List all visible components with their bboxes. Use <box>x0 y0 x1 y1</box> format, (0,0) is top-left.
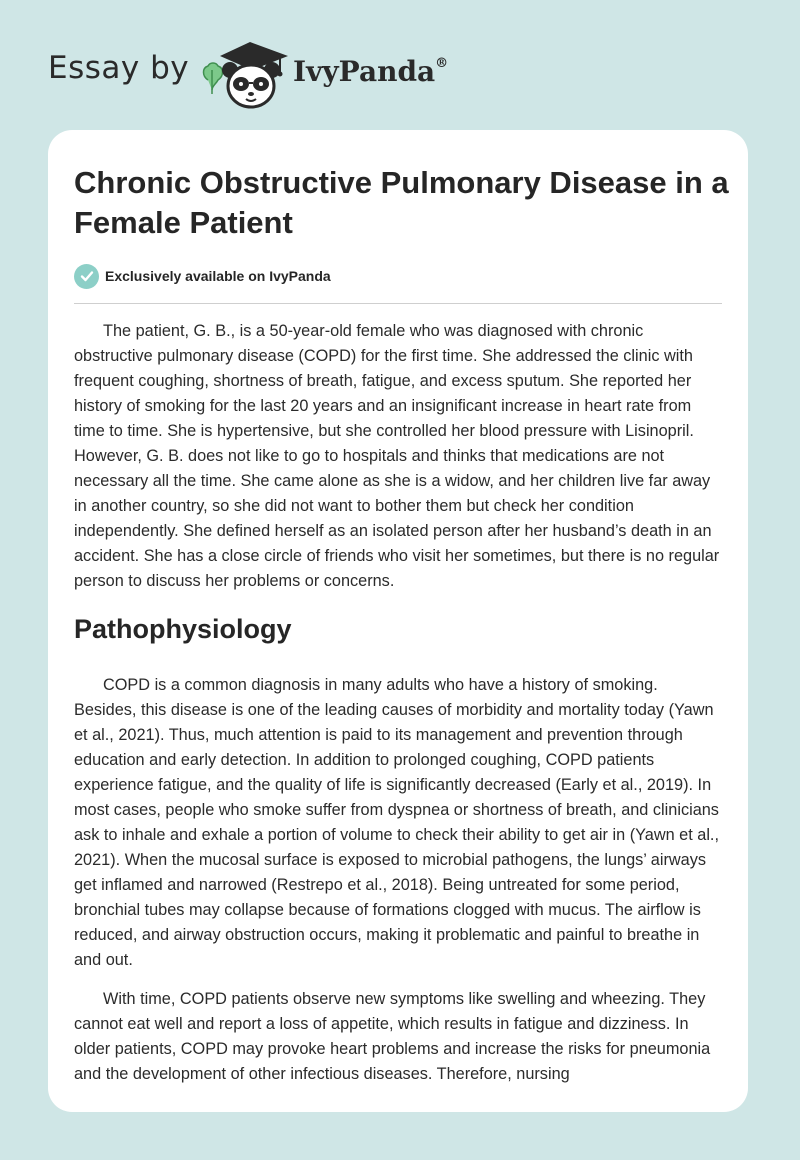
divider <box>74 303 722 304</box>
page-title: Chronic Obstructive Pulmonary Disease in a Female Patient <box>74 165 729 240</box>
registered-mark: ® <box>435 55 449 71</box>
section-paragraph: With time, COPD patients observe new symptoms like swelling and wheezing. They cannot eat well and report a loss of appetite, which results in fatigue and dizziness. In older patients, COPD may provoke heart problems and increase the risks for pneumonia and the development of other infectious diseases. Therefore, nursing <box>74 990 711 1083</box>
brand-name[interactable] <box>293 55 448 88</box>
section-paragraph: COPD is a common diagnosis in many adults who have a history of smoking. Besides, this disease is one of the leading causes of morbidity and mortality today (Yawn et al., 2021). Thus, much attention is paid to its management and prevention through education and early detection. In addition to prolonged coughing, COPD patients experience fatigue, and the quality of life is significantly decreased (Early et al., 2019). In most cases, people who smoke suffer from dyspnea or shortness of breath, and clinicians ask to inhale and exhale a portion of volume to check their ability to get air in (Yawn et al., 2021). When the mucosal surface is exposed to microbial pathogens, the lungs’ airways get inflamed and narrowed (Restrepo et al., 2018). Being untreated for some period, bronchial tubes may collapse because of formations clogged with mucus. The airflow is reduced, and airway obstruction occurs, making it problematic and painful to breathe in and out. <box>74 676 719 969</box>
essay-by-label: Essay by <box>48 50 190 86</box>
section-heading: Pathophysiology <box>74 614 292 644</box>
check-circle-icon <box>74 264 99 289</box>
exclusive-badge <box>74 263 331 289</box>
brand-text: IvyPanda <box>293 55 436 88</box>
intro-paragraph: The patient, G. B., is a 50-year-old female who was diagnosed with chronic obstructive pulmonary disease (COPD) for the first time. She addressed the clinic with frequent coughing, shortness of breath, fatigue, and excess sputum. She reported her history of smoking for the last 20 years and an insignificant increase in heart rate from time to time. She is hypertensive, but she controlled her blood pressure with Lisinopril. However, G. B. does not like to go to hospitals and thinks that medications are not necessary all the time. She came alone as she is a widow, and her children live far away in another country, so she did not want to bother them but check her condition independently. She defined herself as an isolated person after her husband’s death in an accident. She has a close circle of friends who visit her sometimes, but there is no regular person to discuss her problems or concerns. <box>74 322 720 590</box>
site-header <box>0 0 800 130</box>
panda-graduate-icon[interactable] <box>200 36 292 110</box>
badge-label: Exclusively available on IvyPanda <box>105 268 331 284</box>
essay-card <box>48 130 748 1112</box>
